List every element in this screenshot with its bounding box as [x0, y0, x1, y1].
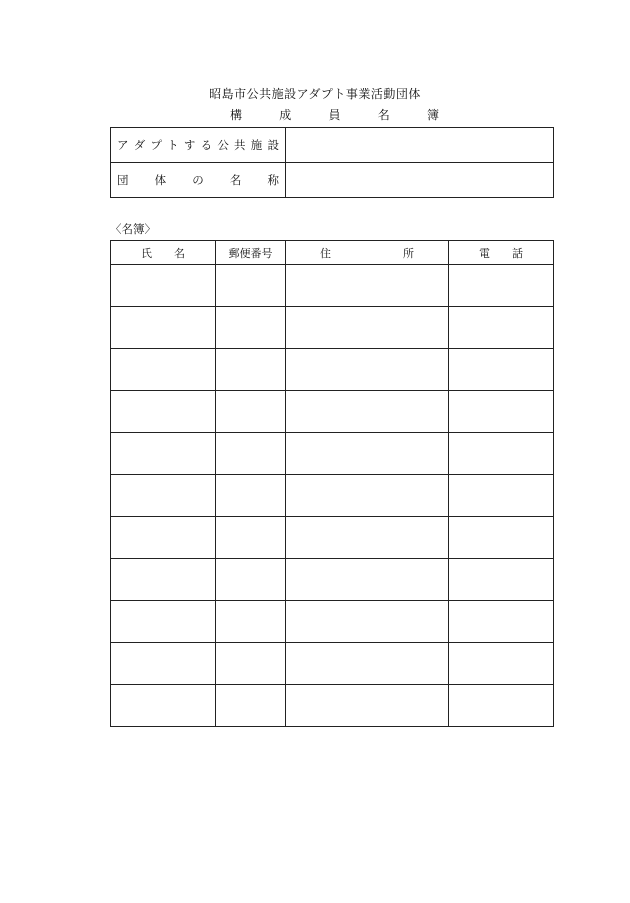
- table-row: [111, 307, 554, 349]
- info-table: [110, 127, 554, 198]
- address-cell[interactable]: [286, 517, 449, 559]
- table-row: [111, 265, 554, 307]
- info-row-group-name: [111, 163, 554, 198]
- column-header-postal-code: [216, 241, 286, 265]
- postal-code-cell[interactable]: [216, 307, 286, 349]
- address-cell[interactable]: [286, 643, 449, 685]
- label-char: る: [200, 138, 213, 152]
- name-cell[interactable]: [111, 391, 216, 433]
- subtitle-char: 員: [328, 108, 341, 122]
- header-char: 郵便番号: [228, 246, 273, 260]
- postal-code-cell[interactable]: [216, 559, 286, 601]
- postal-code-cell[interactable]: [216, 391, 286, 433]
- name-cell[interactable]: [111, 601, 216, 643]
- label-char: の: [192, 173, 204, 187]
- header-char: 所: [403, 246, 414, 260]
- postal-code-cell[interactable]: [216, 475, 286, 517]
- address-cell[interactable]: [286, 685, 449, 727]
- column-header-phone: [449, 241, 554, 265]
- header-char: 話: [512, 246, 523, 260]
- label-char: 設: [267, 138, 279, 152]
- phone-cell[interactable]: [449, 475, 554, 517]
- postal-code-cell[interactable]: [216, 601, 286, 643]
- label-char: ア: [117, 138, 129, 152]
- phone-cell[interactable]: [449, 391, 554, 433]
- header-char: 名: [174, 246, 185, 260]
- roster-body: [111, 265, 554, 727]
- table-row: [111, 433, 554, 475]
- label-char: 体: [154, 173, 167, 187]
- postal-code-cell[interactable]: [216, 265, 286, 307]
- name-cell[interactable]: [111, 685, 216, 727]
- document-title: 昭島市公共施設アダプト事業活動団体: [209, 87, 421, 101]
- phone-cell[interactable]: [449, 685, 554, 727]
- label-char: す: [183, 138, 196, 152]
- table-row: [111, 475, 554, 517]
- phone-cell[interactable]: [449, 265, 554, 307]
- address-cell[interactable]: [286, 391, 449, 433]
- phone-cell[interactable]: [449, 601, 554, 643]
- table-row: [111, 643, 554, 685]
- postal-code-cell[interactable]: [216, 643, 286, 685]
- name-cell[interactable]: [111, 643, 216, 685]
- name-cell[interactable]: [111, 559, 216, 601]
- header-char: 氏: [141, 246, 152, 260]
- address-cell[interactable]: [286, 433, 449, 475]
- label-char: 名: [229, 173, 242, 187]
- postal-code-cell[interactable]: [216, 433, 286, 475]
- name-cell[interactable]: [111, 517, 216, 559]
- name-cell[interactable]: [111, 475, 216, 517]
- label-char: 称: [267, 173, 279, 187]
- label-char: 公: [217, 138, 229, 152]
- subtitle-char: 構: [230, 108, 243, 122]
- facility-label: [111, 128, 286, 163]
- label-char: プ: [150, 138, 162, 152]
- postal-code-cell[interactable]: [216, 685, 286, 727]
- table-row: [111, 601, 554, 643]
- phone-cell[interactable]: [449, 349, 554, 391]
- label-char: ト: [167, 138, 179, 152]
- table-row: [111, 391, 554, 433]
- group-name-label: [111, 163, 286, 198]
- table-row: [111, 517, 554, 559]
- postal-code-cell[interactable]: [216, 349, 286, 391]
- label-char: ダ: [133, 138, 146, 152]
- label-char: 共: [234, 138, 246, 152]
- name-cell[interactable]: [111, 349, 216, 391]
- label-char: 団: [117, 173, 129, 187]
- roster-label: 〈名簿〉: [110, 222, 156, 236]
- document-subtitle: [230, 107, 439, 123]
- phone-cell[interactable]: [449, 517, 554, 559]
- subtitle-char: 成: [279, 108, 292, 122]
- phone-cell[interactable]: [449, 643, 554, 685]
- roster-table: [110, 240, 554, 727]
- facility-value-cell[interactable]: [286, 128, 554, 163]
- column-header-address: [286, 241, 449, 265]
- phone-cell[interactable]: [449, 559, 554, 601]
- subtitle-char: 簿: [426, 108, 439, 122]
- roster-header-row: [111, 241, 554, 265]
- name-cell[interactable]: [111, 307, 216, 349]
- address-cell[interactable]: [286, 559, 449, 601]
- name-cell[interactable]: [111, 433, 216, 475]
- name-cell[interactable]: [111, 265, 216, 307]
- address-cell[interactable]: [286, 475, 449, 517]
- phone-cell[interactable]: [449, 307, 554, 349]
- address-cell[interactable]: [286, 349, 449, 391]
- header-char: 住: [320, 246, 331, 260]
- postal-code-cell[interactable]: [216, 517, 286, 559]
- subtitle-char: 名: [377, 108, 390, 122]
- group-name-value-cell[interactable]: [286, 163, 554, 198]
- label-char: 施: [250, 138, 263, 152]
- table-row: [111, 559, 554, 601]
- address-cell[interactable]: [286, 307, 449, 349]
- address-cell[interactable]: [286, 265, 449, 307]
- column-header-name: [111, 241, 216, 265]
- header-char: 電: [479, 246, 490, 260]
- address-cell[interactable]: [286, 601, 449, 643]
- phone-cell[interactable]: [449, 433, 554, 475]
- table-row: [111, 349, 554, 391]
- info-row-facility: [111, 128, 554, 163]
- table-row: [111, 685, 554, 727]
